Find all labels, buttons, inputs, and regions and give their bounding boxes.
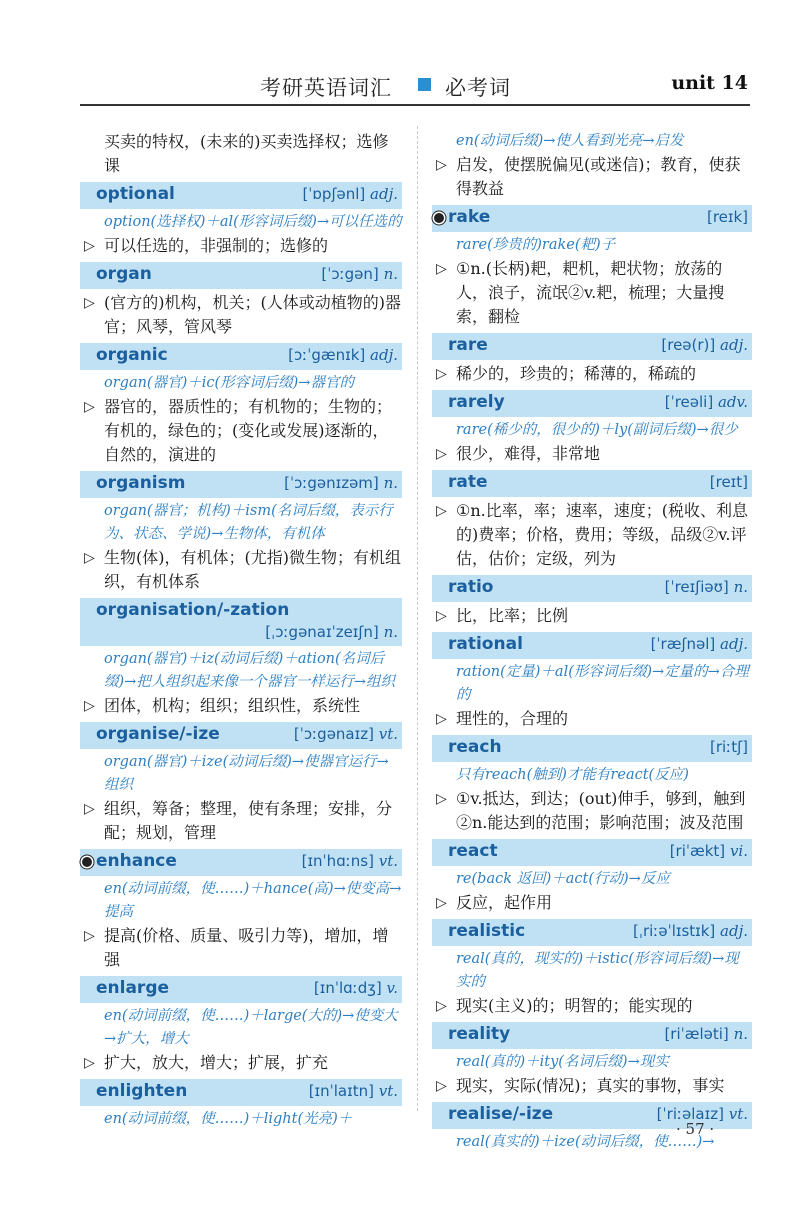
headword-bar bbox=[80, 262, 402, 289]
etymology: real(真的)＋ity(名词后缀)→现实 bbox=[456, 1054, 669, 1070]
definition bbox=[436, 1074, 752, 1098]
book-title bbox=[260, 72, 392, 102]
entry-react bbox=[432, 839, 752, 915]
unit-label: unit 14 bbox=[671, 72, 748, 94]
headword-bar bbox=[432, 575, 752, 602]
etymology: en(动词前缀，使……)＋large(大的)→使变大→扩大，增大 bbox=[104, 1008, 398, 1047]
phonetic: [reɪt] bbox=[709, 473, 748, 491]
phonetic: [ɪnˈhɑːns] bbox=[301, 852, 374, 870]
headword: realistic bbox=[448, 921, 526, 941]
headword: react bbox=[448, 841, 498, 861]
pronunciation bbox=[664, 1025, 748, 1043]
phonetic: [ɪnˈlaɪtn] bbox=[308, 1082, 374, 1100]
triangle-icon: ▷ bbox=[436, 157, 447, 173]
phonetic: [ˌriːəˈlɪstɪk] bbox=[632, 922, 716, 940]
phonetic: [ˈɔːgənɪzəm] bbox=[284, 474, 379, 492]
pronunciation bbox=[294, 725, 398, 743]
continued-definition: 买卖的特权，(未来的)买卖选择权；选修课 bbox=[104, 132, 389, 175]
headword-bar bbox=[432, 919, 752, 946]
definition-text: ①v.抵达，到达；(out)伸手，够到，触到②n.能达到的范围；影响范围；波及范围 bbox=[456, 789, 746, 832]
continued-etymology: en(动词后缀)→使人看到光亮→启发 bbox=[456, 133, 684, 149]
triangle-icon: ▷ bbox=[84, 399, 95, 415]
pronunciation bbox=[302, 852, 398, 870]
entry-reality bbox=[432, 1022, 752, 1098]
etymology: organ(器官；机构)＋ism(名词后缀，表示行为、状态、学说)→生物体，有机体 bbox=[104, 503, 393, 542]
definition bbox=[84, 797, 402, 845]
headword-bar bbox=[80, 976, 402, 1003]
headword-bar bbox=[80, 849, 402, 876]
blue-square-icon bbox=[418, 78, 431, 91]
headword-bar bbox=[80, 598, 402, 646]
pronunciation bbox=[707, 208, 748, 226]
headword: ratio bbox=[448, 577, 494, 597]
part-of-speech: adj. bbox=[370, 346, 398, 364]
phonetic: [reɪk] bbox=[706, 208, 748, 226]
definition-text: ①n.比率，率；速率，速度；(税收、利息的)费率；价格，费用；等级，品级②v.评估，估价；定级，列为 bbox=[456, 501, 748, 568]
bullet-icon bbox=[434, 213, 444, 223]
headword: enlighten bbox=[96, 1081, 188, 1101]
headword: optional bbox=[96, 184, 175, 204]
definition bbox=[84, 546, 402, 594]
headword: realise/-ize bbox=[448, 1104, 554, 1124]
definition-text: ①n.(长柄)耙，耙机，耙状物；放荡的人，浪子，流氓②v.耙，梳理；大量搜索，翻检 bbox=[456, 259, 725, 326]
entry-reach bbox=[432, 735, 752, 835]
phonetic: [riːtʃ] bbox=[709, 738, 748, 756]
phonetic: [ˈreəli] bbox=[664, 393, 714, 411]
pronunciation bbox=[288, 346, 398, 364]
triangle-icon: ▷ bbox=[436, 711, 447, 727]
bullet-icon bbox=[82, 857, 92, 867]
phonetic: [ˈɔːgənaɪz] bbox=[293, 725, 374, 743]
continued-definition bbox=[436, 153, 752, 201]
definition-text: 生物(体)，有机体；(尤指)微生物；有机组织，有机体系 bbox=[104, 548, 401, 591]
headword-bar bbox=[432, 333, 752, 360]
etymology: rare(稀少的，很少的)＋ly(副词后缀)→很少 bbox=[456, 422, 738, 438]
header-rule bbox=[80, 104, 750, 106]
entry-organ bbox=[80, 262, 402, 339]
definition-text: 比，比率；比例 bbox=[456, 606, 569, 625]
pronunciation bbox=[710, 738, 748, 756]
triangle-icon: ▷ bbox=[436, 791, 447, 807]
entry-enlarge bbox=[80, 976, 402, 1075]
entry-rational bbox=[432, 632, 752, 731]
triangle-icon: ▷ bbox=[84, 238, 95, 254]
headword-bar bbox=[80, 182, 402, 209]
headword: reality bbox=[448, 1024, 511, 1044]
section-title: 必考词 bbox=[445, 76, 511, 100]
headword-bar bbox=[432, 205, 752, 232]
phonetic: [reə(r)] bbox=[661, 336, 716, 354]
part-of-speech: adj. bbox=[720, 635, 748, 653]
etymology: 只有reach(触到)才能有react(反应) bbox=[456, 767, 689, 783]
triangle-icon: ▷ bbox=[436, 261, 447, 277]
part-of-speech: adj. bbox=[370, 185, 398, 203]
definition-text: 现实(主义)的；明智的；能实现的 bbox=[456, 996, 693, 1015]
etymology: organ(器官)＋ic(形容词后缀)→器官的 bbox=[104, 375, 354, 391]
part-of-speech: vt. bbox=[728, 1105, 748, 1123]
entry-rake bbox=[432, 205, 752, 329]
entry-organise bbox=[80, 722, 402, 845]
definition-text: (官方的)机构，机关；(人体或动植物的)器官；风琴，管风琴 bbox=[104, 293, 401, 336]
definition bbox=[436, 442, 752, 466]
headword: enlarge bbox=[96, 978, 170, 998]
part-of-speech: adj. bbox=[720, 336, 748, 354]
etymology: real(真实的)＋ize(动词后缀，使……)→ bbox=[456, 1134, 715, 1150]
pronunciation bbox=[321, 265, 398, 283]
entry-organic bbox=[80, 343, 402, 467]
triangle-icon: ▷ bbox=[436, 608, 447, 624]
etymology: en(动词前缀，使……)＋hance(高)→使变高→提高 bbox=[104, 881, 402, 920]
pronunciation bbox=[302, 185, 398, 203]
etymology: re(back 返回)＋act(行动)→反应 bbox=[456, 871, 670, 887]
definition bbox=[84, 924, 402, 972]
book-title-text: 考研英语词汇 bbox=[260, 76, 392, 100]
definition-text: 理性的，合理的 bbox=[456, 709, 569, 728]
headword: organ bbox=[96, 264, 152, 284]
right-column bbox=[432, 130, 752, 1154]
etymology: rare(珍贵的)rake(耙)子 bbox=[456, 237, 616, 253]
pronunciation bbox=[284, 474, 398, 492]
phonetic: [ˈræʃnəl] bbox=[650, 635, 716, 653]
definition-text: 启发，使摆脱偏见(或迷信)；教育，使获得教益 bbox=[456, 155, 741, 198]
entry-enlighten bbox=[80, 1079, 402, 1131]
headword: rate bbox=[448, 472, 488, 492]
definition-text: 很少，难得，非常地 bbox=[456, 444, 601, 463]
part-of-speech: n. bbox=[733, 578, 748, 596]
definition bbox=[436, 994, 752, 1018]
etymology: ration(定量)＋al(形容词后缀)→定量的→合理的 bbox=[456, 664, 749, 703]
triangle-icon: ▷ bbox=[436, 1078, 447, 1094]
triangle-icon: ▷ bbox=[436, 998, 447, 1014]
triangle-icon: ▷ bbox=[436, 895, 447, 911]
definition-text: 提高(价格、质量、吸引力等)，增加，增强 bbox=[104, 926, 389, 969]
headword: rarely bbox=[448, 392, 505, 412]
headword: organise/-ize bbox=[96, 724, 220, 744]
pronunciation bbox=[670, 842, 748, 860]
headword: enhance bbox=[96, 851, 177, 871]
definition bbox=[84, 694, 402, 718]
definition bbox=[436, 604, 752, 628]
column-divider bbox=[417, 126, 418, 1111]
pronunciation bbox=[651, 635, 748, 653]
headword-bar bbox=[432, 632, 752, 659]
triangle-icon: ▷ bbox=[436, 446, 447, 462]
part-of-speech: n. bbox=[383, 474, 398, 492]
triangle-icon: ▷ bbox=[84, 1055, 95, 1071]
triangle-icon: ▷ bbox=[84, 928, 95, 944]
entry-ratio bbox=[432, 575, 752, 628]
etymology: organ(器官)＋iz(动词后缀)＋ation(名词后缀)→把人组织起来像一个器官一样运行→组织 bbox=[104, 651, 395, 690]
definition-text: 扩大，放大，增大；扩展，扩充 bbox=[104, 1053, 329, 1072]
definition bbox=[84, 234, 402, 258]
headword-bar bbox=[80, 343, 402, 370]
phonetic: [ɪnˈlɑːdʒ] bbox=[313, 979, 382, 997]
etymology: organ(器官)＋ize(动词后缀)→使器官运行→组织 bbox=[104, 754, 389, 793]
pronunciation bbox=[665, 578, 748, 596]
entry-organisation bbox=[80, 598, 402, 718]
part-of-speech: vi. bbox=[729, 842, 748, 860]
part-of-speech: n. bbox=[383, 265, 398, 283]
definition bbox=[436, 257, 752, 329]
entry-rare bbox=[432, 333, 752, 386]
headword-bar bbox=[432, 839, 752, 866]
part-of-speech: vt. bbox=[378, 1082, 398, 1100]
part-of-speech: n. bbox=[383, 623, 398, 641]
headword: rare bbox=[448, 335, 488, 355]
pronunciation bbox=[710, 473, 748, 491]
page-number: · 57 · bbox=[676, 1120, 715, 1138]
pronunciation bbox=[661, 336, 748, 354]
entry-organism bbox=[80, 471, 402, 594]
entry-rarely bbox=[432, 390, 752, 466]
entry-rate bbox=[432, 470, 752, 571]
definition-text: 稀少的，珍贵的；稀薄的，稀疏的 bbox=[456, 364, 697, 383]
headword-bar bbox=[80, 722, 402, 749]
phonetic: [ɔːˈgænɪk] bbox=[288, 346, 366, 364]
phonetic: [riˈækt] bbox=[669, 842, 726, 860]
definition bbox=[84, 291, 402, 339]
headword: organisation/-zation bbox=[96, 600, 290, 620]
phonetic: [riˈæləti] bbox=[664, 1025, 729, 1043]
headword: organic bbox=[96, 345, 168, 365]
part-of-speech: vt. bbox=[378, 852, 398, 870]
phonetic: [ˌɔːgənaɪˈzeɪʃn] bbox=[265, 623, 379, 641]
definition bbox=[436, 891, 752, 915]
triangle-icon: ▷ bbox=[436, 366, 447, 382]
headword-bar bbox=[432, 735, 752, 762]
definition-text: 可以任选的，非强制的；选修的 bbox=[104, 236, 329, 255]
headword: reach bbox=[448, 737, 502, 757]
triangle-icon: ▷ bbox=[84, 801, 95, 817]
definition-text: 团体，机构；组织；组织性，系统性 bbox=[104, 696, 361, 715]
definition bbox=[84, 1051, 402, 1075]
pronunciation bbox=[314, 979, 398, 997]
part-of-speech: adv. bbox=[717, 393, 748, 411]
headword: organism bbox=[96, 473, 186, 493]
headword: rake bbox=[448, 207, 491, 227]
headword-bar bbox=[432, 390, 752, 417]
phonetic: [ˈreɪʃiəʊ] bbox=[664, 578, 729, 596]
phonetic: [ˈɔːgən] bbox=[321, 265, 379, 283]
page-header bbox=[80, 58, 750, 106]
triangle-icon: ▷ bbox=[84, 295, 95, 311]
headword-bar bbox=[432, 470, 752, 497]
pronunciation bbox=[633, 922, 748, 940]
entry-enhance bbox=[80, 849, 402, 972]
headword-bar bbox=[80, 471, 402, 498]
headword-bar bbox=[432, 1022, 752, 1049]
definition bbox=[436, 499, 752, 571]
etymology: option(选择权)＋al(形容词后缀)→可以任选的 bbox=[104, 214, 402, 230]
part-of-speech: v. bbox=[386, 979, 398, 997]
definition-text: 器官的，器质性的；有机物的；生物的；有机的，绿色的；(变化或发展)逐渐的，自然的，演进的 bbox=[104, 397, 393, 464]
definition-text: 反应，起作用 bbox=[456, 893, 553, 912]
etymology: real(真的，现实的)＋istic(形容词后缀)→现实的 bbox=[456, 951, 739, 990]
pronunciation bbox=[309, 1082, 398, 1100]
definition-text: 现实，实际(情况)；真实的事物，事实 bbox=[456, 1076, 725, 1095]
etymology: en(动词前缀，使……)＋light(光亮)＋ bbox=[104, 1111, 353, 1127]
definition bbox=[436, 362, 752, 386]
entry-optional bbox=[80, 182, 402, 258]
definition-text: 组织，筹备；整理，使有条理；安排，分配；规划，管理 bbox=[104, 799, 393, 842]
part-of-speech: n. bbox=[733, 1025, 748, 1043]
headword: rational bbox=[448, 634, 523, 654]
triangle-icon: ▷ bbox=[84, 698, 95, 714]
pronunciation bbox=[265, 623, 398, 641]
definition bbox=[436, 707, 752, 731]
headword-bar bbox=[80, 1079, 402, 1106]
triangle-icon: ▷ bbox=[436, 503, 447, 519]
definition bbox=[436, 787, 752, 835]
part-of-speech: vt. bbox=[378, 725, 398, 743]
entry-realistic bbox=[432, 919, 752, 1018]
phonetic: [ˈriːəlaɪz] bbox=[656, 1105, 724, 1123]
part-of-speech: adj. bbox=[720, 922, 748, 940]
definition bbox=[84, 395, 402, 467]
pronunciation bbox=[665, 393, 748, 411]
triangle-icon: ▷ bbox=[84, 550, 95, 566]
left-column bbox=[80, 130, 402, 1131]
phonetic: [ˈɒpʃənl] bbox=[302, 185, 366, 203]
